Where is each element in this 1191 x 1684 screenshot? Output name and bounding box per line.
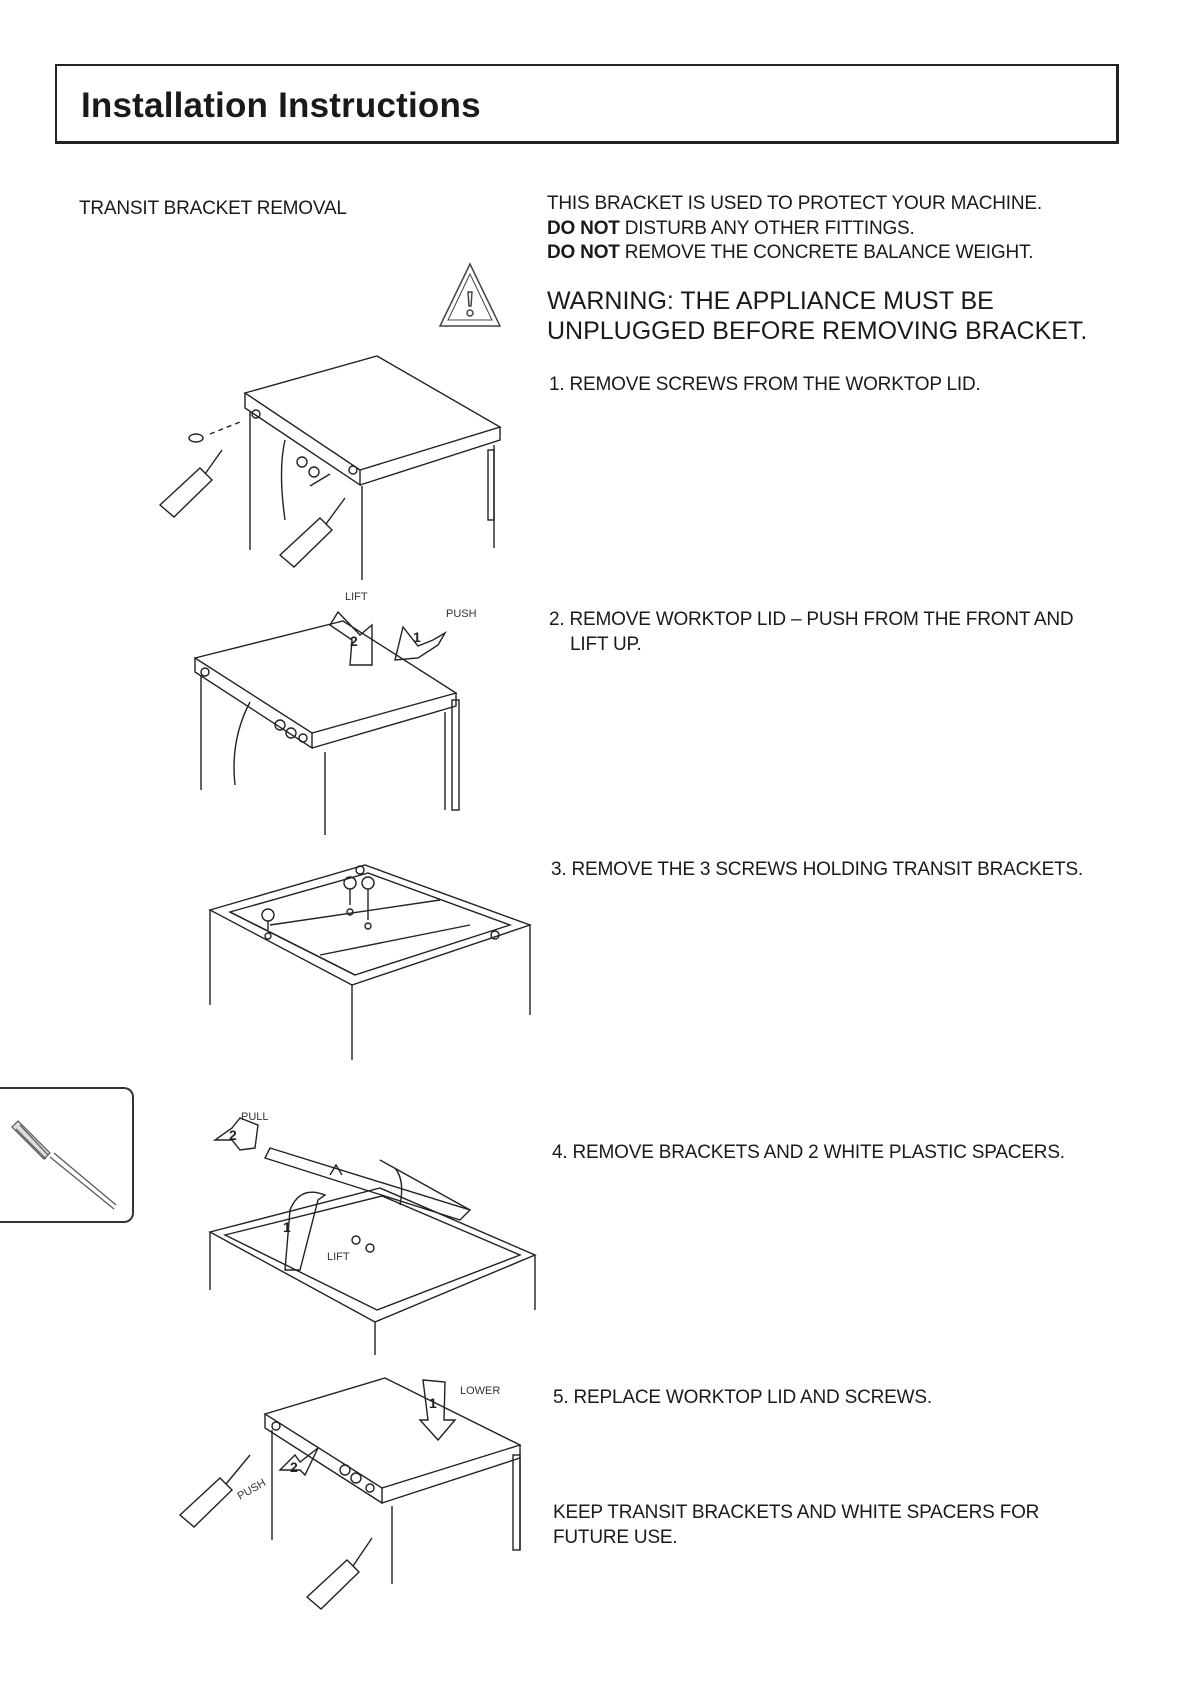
label-lift: LIFT — [345, 591, 368, 603]
label-pull: PULL — [241, 1111, 269, 1123]
label-push-5: PUSH — [235, 1476, 268, 1503]
figure-step-2 — [195, 612, 459, 835]
intro-line-3-rest: REMOVE THE CONCRETE BALANCE WEIGHT. — [619, 242, 1034, 263]
figure-step-5 — [180, 1378, 520, 1609]
section-title: TRANSIT BRACKET REMOVAL — [79, 198, 347, 219]
figure-step-1 — [160, 356, 500, 580]
label-lift-4: LIFT — [327, 1251, 350, 1263]
label-lower: LOWER — [460, 1385, 501, 1397]
warning-line-2: UNPLUGGED BEFORE REMOVING BRACKET. — [547, 317, 1088, 345]
page-title: Installation Instructions — [81, 86, 481, 125]
do-not-bold-2: DO NOT — [547, 242, 620, 263]
warning-line-1: WARNING: THE APPLIANCE MUST BE — [547, 287, 994, 315]
label-num-2-fig4: 2 — [229, 1127, 237, 1143]
step-2-text: 2. REMOVE WORKTOP LID – PUSH FROM THE FRONT AND — [549, 609, 1074, 630]
step-1-text: 1. REMOVE SCREWS FROM THE WORKTOP LID. — [549, 374, 981, 395]
label-num-2-fig5: 2 — [290, 1459, 298, 1475]
note-line-1: KEEP TRANSIT BRACKETS AND WHITE SPACERS FOR — [553, 1502, 1040, 1523]
intro-line-2-rest: DISTURB ANY OTHER FITTINGS. — [619, 218, 915, 239]
step-4-text: 4. REMOVE BRACKETS AND 2 WHITE PLASTIC SPACERS. — [552, 1142, 1065, 1163]
step-2-text-cont: LIFT UP. — [570, 634, 642, 655]
warning-triangle-icon — [440, 264, 500, 326]
label-num-2: 2 — [350, 633, 358, 649]
figure-step-4 — [210, 1118, 535, 1355]
step-3-text: 3. REMOVE THE 3 SCREWS HOLDING TRANSIT BRACKETS. — [551, 859, 1084, 880]
label-num-1: 1 — [413, 629, 421, 645]
figure-step-3 — [210, 865, 530, 1060]
intro-line-1: THIS BRACKET IS USED TO PROTECT YOUR MACHINE. — [547, 193, 1042, 214]
label-num-1-fig5: 1 — [429, 1395, 437, 1411]
do-not-bold: DO NOT — [547, 218, 620, 239]
note-line-2: FUTURE USE. — [553, 1527, 678, 1548]
step-5-text: 5. REPLACE WORKTOP LID AND SCREWS. — [553, 1387, 932, 1408]
label-push: PUSH — [446, 608, 477, 620]
label-num-1-fig4: 1 — [283, 1219, 291, 1235]
push-arrow-5 — [280, 1448, 318, 1475]
